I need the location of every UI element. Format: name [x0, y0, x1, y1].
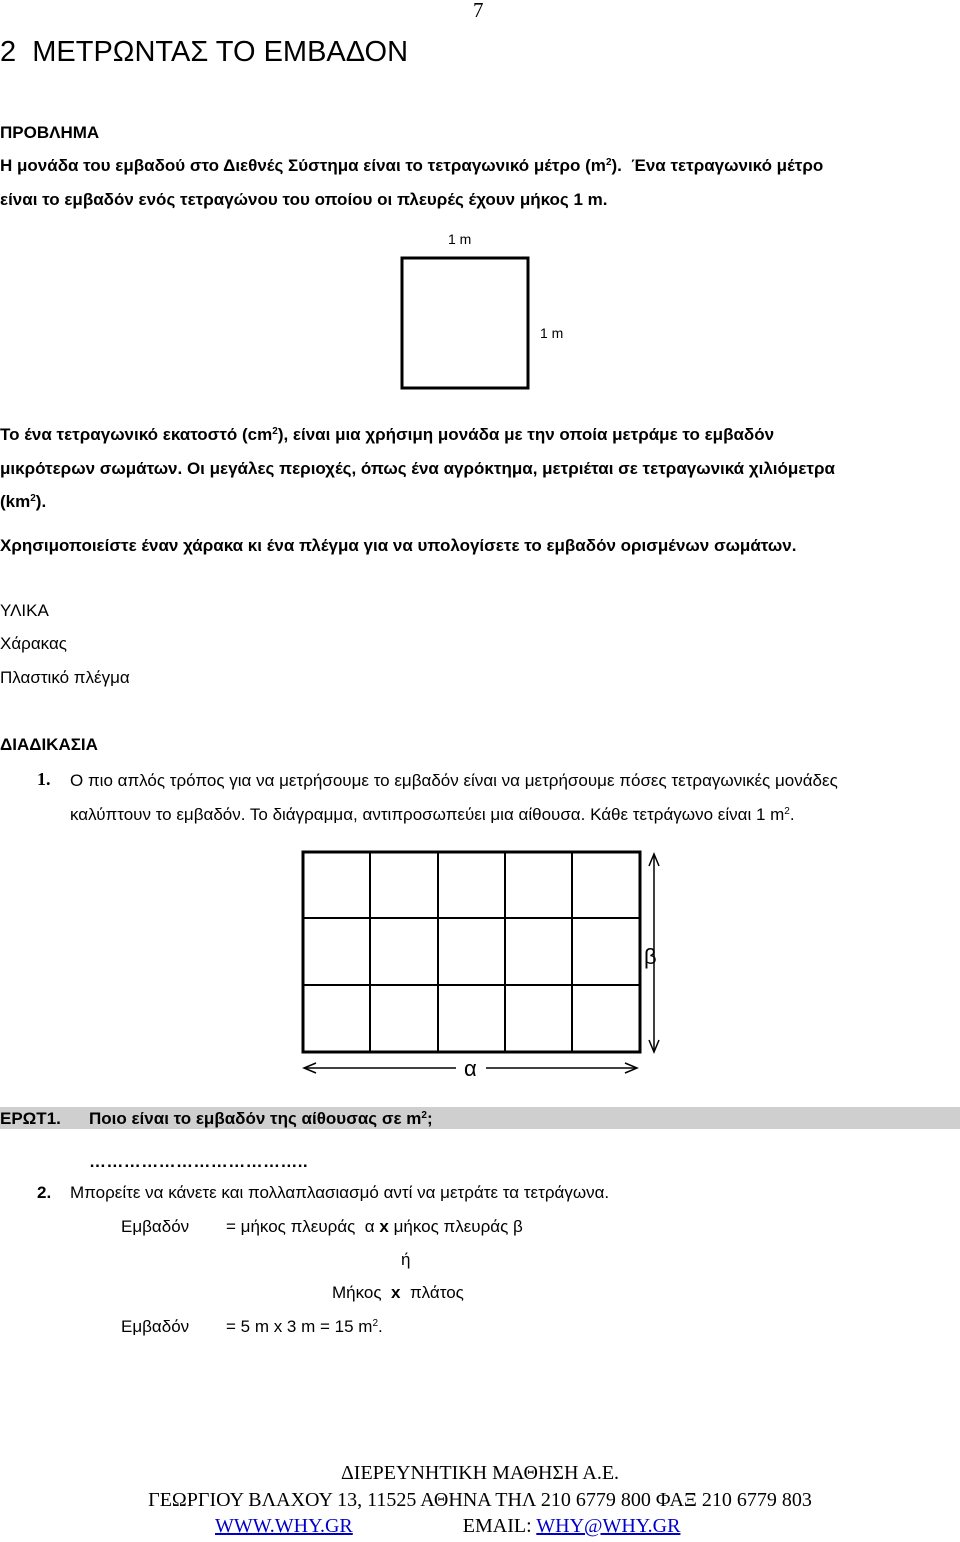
step1-line-1: Ο πιο απλός τρόπος για να μετρήσουμε το εμβαδόν είναι να μετρήσουμε πόσες τετραγωνικές μονάδες [70, 771, 838, 790]
or-text: ή [401, 1250, 411, 1269]
footer-address: ΓΕΩΡΓΙΟΥ ΒΛΑΧΟΥ 13, 11525 ΑΘΗΝΑ ΤΗΛ 210 6779 800 ΦΑΞ 210 6779 803 [148, 1489, 812, 1511]
formula3-label: Εμβαδόν [121, 1317, 190, 1336]
multiply-symbol: x [379, 1217, 389, 1236]
problem-line-2: είναι το εμβαδόν ενός τετραγώνου του οποίου οι πλευρές έχουν μήκος 1 m. [0, 190, 608, 209]
step2-text: Μπορείτε να κάνετε και πολλαπλασιασμό αντί να μετράτε τα τετράγωνα. [70, 1183, 610, 1202]
formula2 [332, 1283, 464, 1303]
paragraph2-line-1-text-b: ), είναι μια χρήσιμη μονάδα με την οποία μετράμε το εμβαδόν [277, 425, 775, 444]
square-side-label: 1 m [540, 325, 564, 341]
room-outline [303, 852, 640, 1052]
formula2-text-a: Μήκος [332, 1283, 382, 1302]
problem-heading: ΠΡΟΒΛΗΜΑ [0, 123, 100, 142]
procedure-heading: ΔΙΑΔΙΚΑΣΙΑ [0, 735, 98, 754]
formula1-text-b: μήκος πλευράς β [393, 1217, 523, 1236]
question1-text-b: ; [426, 1109, 433, 1128]
unit-square-svg [390, 228, 590, 398]
question1-label: ΕΡΩΤ1. [0, 1109, 61, 1128]
superscript: 2 [784, 806, 790, 817]
formula3-text-a: = 5 m x 3 m = 15 m [226, 1317, 373, 1336]
formula3 [226, 1317, 383, 1337]
superscript: 2 [372, 1318, 379, 1329]
footer-org: ΔΙΕΡΕΥΝΗΤΙΚΗ ΜΑΘΗΣΗ Α.Ε. [340, 1462, 620, 1484]
paragraph2-line-1-text-a: Το ένα τετραγωνικό εκατοστό (cm [0, 425, 273, 444]
problem-line-1-text-b: ). Ένα τετραγωνικό μέτρο [611, 156, 824, 175]
unit-square [402, 258, 528, 388]
superscript: 2 [30, 493, 36, 504]
paragraph2-line-3 [0, 492, 46, 512]
formula1-text-a: = μήκος πλευράς α [226, 1217, 375, 1236]
superscript: 2 [605, 157, 612, 168]
square-top-label: 1 m [448, 231, 472, 247]
superscript: 2 [272, 426, 278, 437]
room-grid-svg [296, 846, 676, 1086]
step1-line-2-text-a: καλύπτουν το εμβαδόν. Το διάγραμμα, αντιπροσωπεύει μια αίθουσα. Κάθε τετράγωνο είναι 1 m [70, 805, 785, 824]
email-link[interactable]: WHY@WHY.GR [536, 1515, 681, 1537]
paragraph2-line-2: μικρότερων σωμάτων. Οι μεγάλες περιοχές, όπως ένα αγρόκτημα, μετριέται σε τετραγωνικά χιλιόμετρα [0, 459, 835, 478]
formula1-label: Εμβαδόν [121, 1217, 190, 1236]
formula3-text-b: . [378, 1317, 383, 1336]
email-label: EMAIL: [462, 1515, 532, 1537]
step1-line-2 [70, 805, 795, 825]
step2-number: 2. [37, 1183, 52, 1202]
materials-heading: ΥΛΙΚΑ [0, 601, 49, 620]
page-number: 7 [473, 0, 484, 22]
materials-item: Χάρακας [0, 634, 67, 653]
multiply-symbol: x [391, 1283, 401, 1302]
website-link[interactable]: WWW.WHY.GR [215, 1515, 353, 1537]
superscript: 2 [421, 1110, 427, 1121]
height-label: β [644, 944, 657, 969]
step1-number: 1. [37, 769, 51, 789]
room-grid-figure [296, 846, 676, 1086]
paragraph2-line-3-text-a: (km [0, 492, 31, 511]
problem-line-1-text-a: Η μονάδα του εμβαδού στο Διεθνές Σύστημα είναι το τετραγωνικό μέτρο (m [0, 156, 606, 175]
unit-square-figure [390, 228, 590, 398]
instruction-text: Χρησιμοποιείστε έναν χάρακα κι ένα πλέγμα για να υπολογίσετε το εμβαδόν ορισμένων σωμάτων. [0, 536, 797, 555]
question1-text-a: Ποιο είναι το εμβαδόν της αίθουσας σε m [89, 1109, 422, 1128]
paragraph2-line-1 [0, 425, 774, 445]
footer-contact [215, 1515, 680, 1538]
page-title: 2 ΜΕΤΡΩΝΤΑΣ ΤΟ ΕΜΒΑΔΟΝ [0, 36, 409, 68]
question1-text [89, 1109, 433, 1129]
formula1 [226, 1217, 523, 1237]
width-label: α [464, 1056, 477, 1081]
step1-line-2-text-b: . [789, 805, 795, 824]
problem-line-1 [0, 156, 823, 176]
formula2-text-b: πλάτος [409, 1283, 464, 1302]
paragraph2-line-3-text-b: ). [35, 492, 47, 511]
answer-line[interactable]: ……………………………….. [89, 1152, 309, 1171]
materials-item: Πλαστικό πλέγμα [0, 668, 130, 687]
